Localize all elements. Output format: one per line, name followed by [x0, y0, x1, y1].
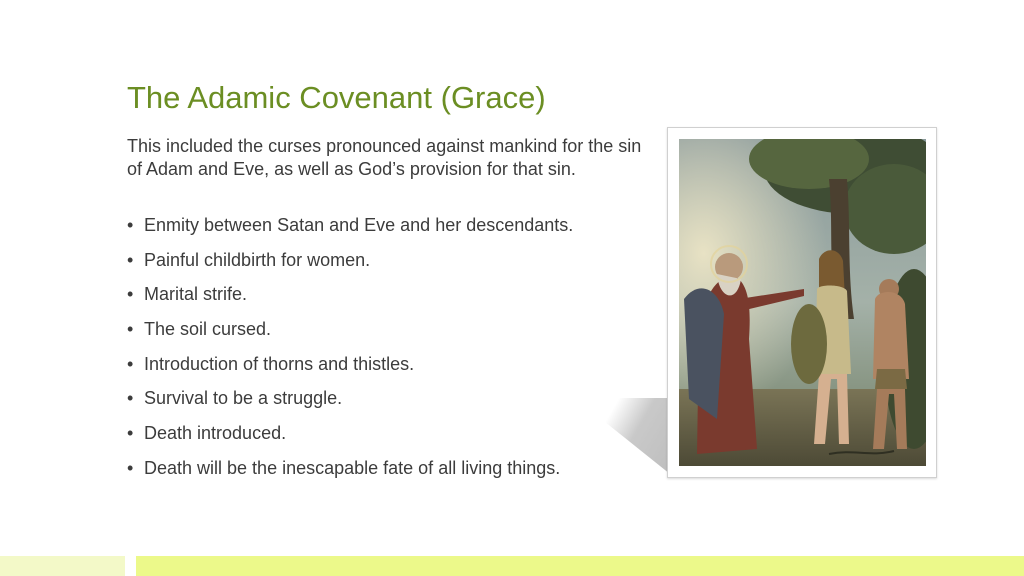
bullet-item: • Survival to be a struggle. [127, 387, 647, 410]
picture-frame [667, 127, 937, 478]
bullet-item: • Death introduced. [127, 422, 647, 445]
bullet-item: • Death will be the inescapable fate of all living things. [127, 457, 647, 480]
intro-paragraph: This included the curses pronounced against mankind for the sin of Adam and Eve, as well as God’s provision for that sin. [127, 136, 642, 179]
footer-band-left [0, 556, 125, 576]
footer-band-right [136, 556, 1024, 576]
bullet-item: • The soil cursed. [127, 318, 647, 341]
bullet-item: • Painful childbirth for women. [127, 249, 647, 272]
bullet-list [127, 214, 647, 492]
bullet-item: • Enmity between Satan and Eve and her descendants. [127, 214, 647, 237]
painting-expulsion-adam-eve-icon [679, 139, 926, 466]
bullet-item: • Introduction of thorns and thistles. [127, 353, 647, 376]
slide-title: The Adamic Covenant (Grace) [127, 80, 546, 115]
bullet-item: • Marital strife. [127, 283, 647, 306]
